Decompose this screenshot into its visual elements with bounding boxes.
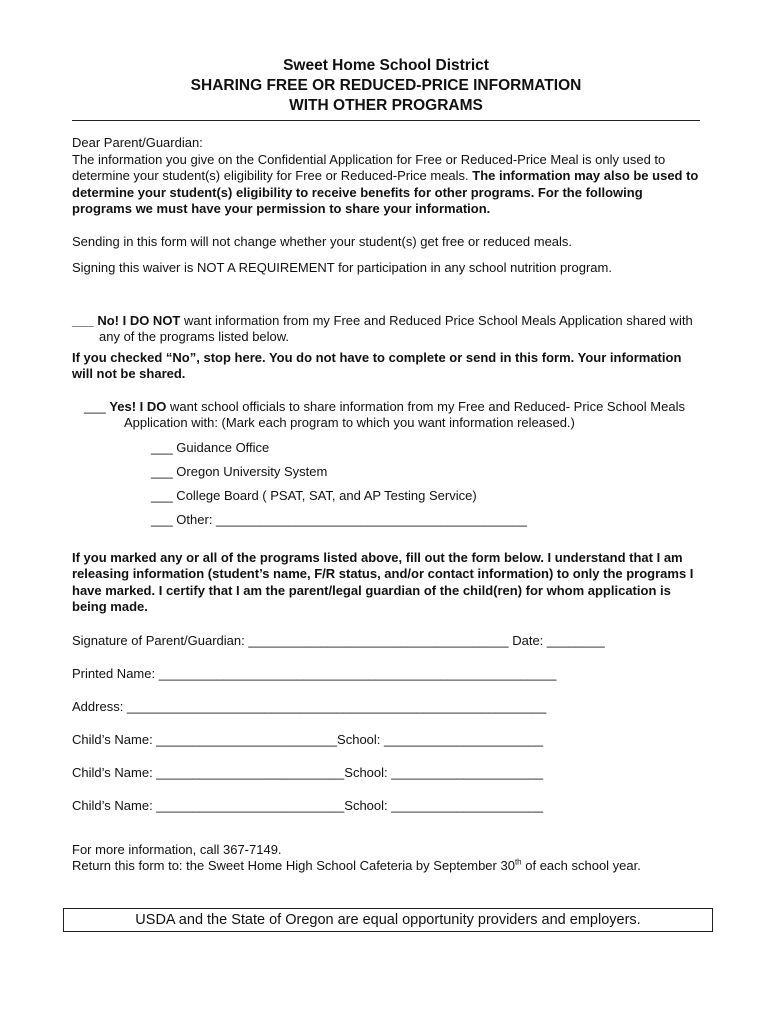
no-option-label: No! I DO NOT <box>97 312 181 328</box>
return-end: of each school year. <box>521 858 641 873</box>
no-change-notice: Sending in this form will not change whether your student(s) get free or reduced meals. <box>72 233 573 249</box>
contact-info: For more information, call 367-7149. <box>72 841 282 857</box>
form-title-line1: SHARING FREE OR REDUCED-PRICE INFORMATION <box>190 77 582 94</box>
yes-option-block <box>72 399 700 432</box>
program-guidance-office[interactable]: ___ Guidance Office <box>151 439 270 455</box>
child-school-field-3[interactable]: Child’s Name: __________________________School: _____________________ <box>72 797 544 813</box>
program-list <box>72 439 700 528</box>
no-option <box>72 313 700 346</box>
no-option-text: want information from my Free and Reduced Price School Meals Application shared with any of the programs listed below. <box>99 312 693 344</box>
intro-paragraph <box>72 152 700 218</box>
district-name: Sweet Home School District <box>283 57 489 74</box>
no-stop-note: If you checked “No”, stop here. You do not have to complete or send in this form. Your information will not be shared. <box>72 349 682 381</box>
intro-bold-text: The information may also be used to determine your student(s) eligibility to receive benefits for other programs. For the following programs we must have your permission to share your information. <box>72 168 699 216</box>
certification-statement: If you marked any or all of the programs listed above, fill out the form below. I understand that I am releasing information (student’s name, F/R status, and/or contact information) to only the programs I have marked. I certify that I am the parent/legal guardian of the child(ren) for whom application is being made. <box>72 549 694 614</box>
no-option-blank[interactable]: ___ <box>72 312 94 328</box>
form-title-line2: WITH OTHER PROGRAMS <box>289 97 483 114</box>
salutation: Dear Parent/Guardian: <box>72 135 203 150</box>
signature-date-field[interactable]: Signature of Parent/Guardian: ____________________________________ Date: ________ <box>72 632 605 648</box>
program-oregon-university-system[interactable]: ___ Oregon University System <box>151 463 328 479</box>
child-school-field-1[interactable]: Child’s Name: _________________________School: ______________________ <box>72 731 544 747</box>
ordinal-suffix: th <box>514 857 522 867</box>
equal-opportunity-footer: USDA and the State of Oregon are equal opportunity providers and employers. <box>63 908 713 932</box>
yes-option <box>84 399 700 432</box>
document-page <box>72 56 700 875</box>
return-text: Return this form to: the Sweet Home High School Cafeteria by September 30 <box>72 858 515 873</box>
yes-option-blank[interactable]: ___ <box>84 398 106 414</box>
intro-text: The information you give on the Confidential Application for Free or Reduced-Price Meal is only used to determine your student(s) eligibility for Free or Reduced-Price meals. <box>72 151 666 183</box>
header-rule <box>72 120 700 121</box>
printed-name-field[interactable]: Printed Name: _______________________________________________________ <box>72 665 557 681</box>
program-other[interactable]: ___ Other: ___________________________________________ <box>151 511 527 527</box>
child-school-field-2[interactable]: Child’s Name: __________________________School: _____________________ <box>72 764 544 780</box>
return-instructions <box>72 858 700 875</box>
waiver-notice: Signing this waiver is NOT A REQUIREMENT for participation in any school nutrition program. <box>72 260 612 275</box>
document-header <box>72 56 700 116</box>
yes-option-label: Yes! I DO <box>109 398 167 414</box>
program-college-board[interactable]: ___ College Board ( PSAT, SAT, and AP Testing Service) <box>151 487 477 503</box>
signature-fields <box>72 632 700 814</box>
address-field[interactable]: Address: __________________________________________________________ <box>72 698 547 714</box>
yes-option-text: want school officials to share information from my Free and Reduced- Price School Meals Application with: (Mark each program to which you want information released.) <box>124 398 685 430</box>
